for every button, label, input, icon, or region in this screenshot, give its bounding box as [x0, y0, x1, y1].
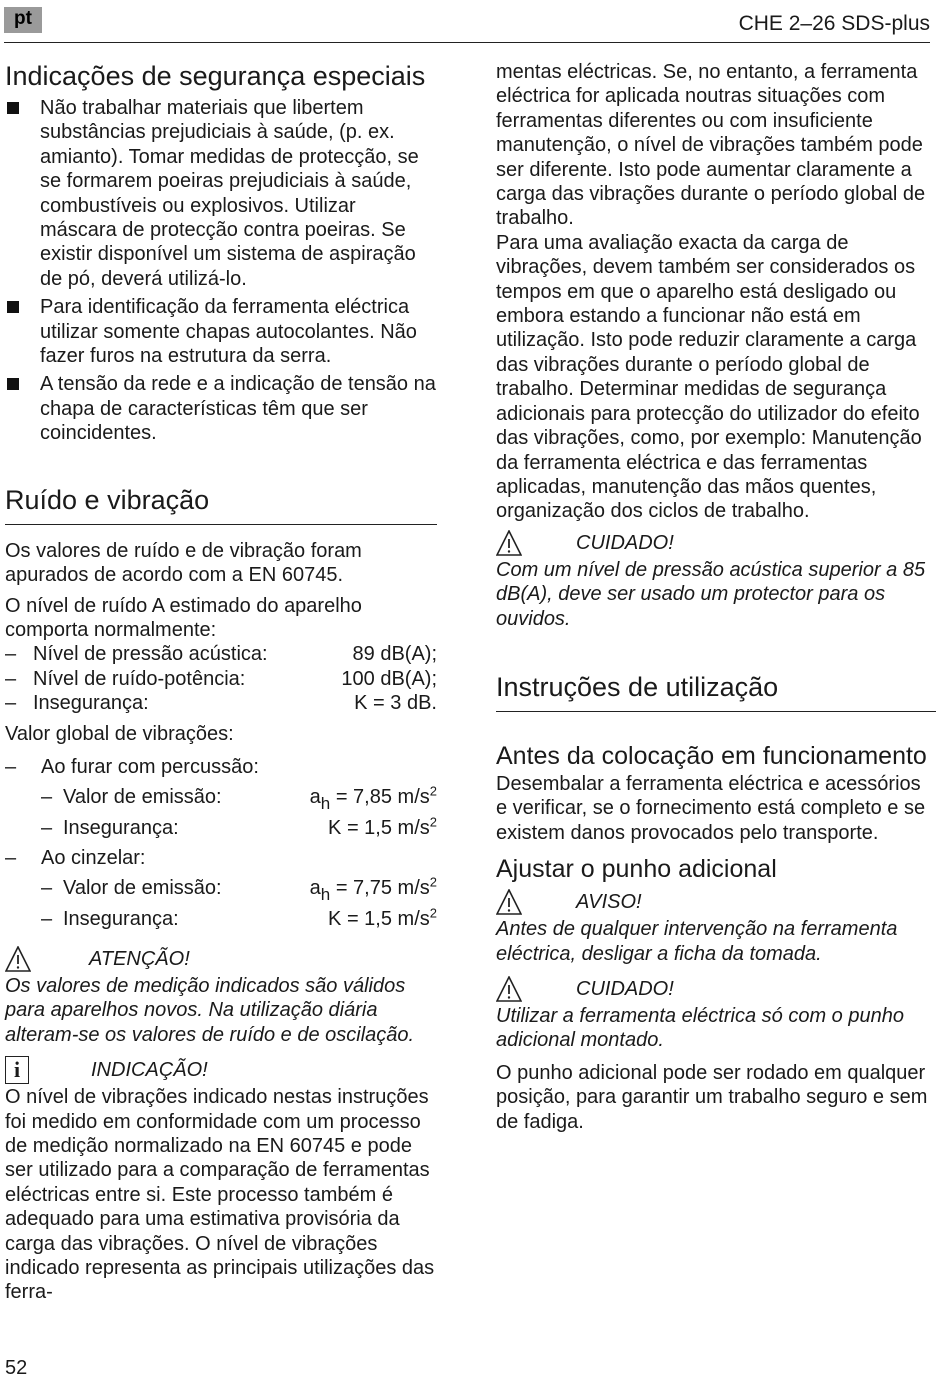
- noise-value: K = 3 dB.: [354, 692, 437, 715]
- emission-label: Valor de emissão:: [63, 785, 222, 808]
- safety-section-title: Indicações de segurança especiais: [5, 61, 426, 91]
- vibration-continued-text: mentas eléctricas. Se, no entanto, a ferramenta eléctrica for aplicada noutras situações com ferramentas diferentes ou com insuficiente manutenção, o nível de vibrações também pode ser diferente. Isto pode aumentar claramente a carga das vibrações durante o período global de trabalho.: [496, 61, 926, 230]
- emission-subscript: h: [320, 884, 331, 904]
- dash: –: [5, 755, 17, 778]
- caution-header: [496, 974, 936, 1004]
- noise-level-intro: O nível de ruído A estimado do aparelho comporta normalmente:: [5, 594, 362, 641]
- bullet-square-icon: [7, 378, 19, 390]
- dash: –: [5, 667, 17, 690]
- list-item: [5, 96, 437, 291]
- noise-label: Insegurança:: [33, 692, 149, 715]
- emission-number: = 7,85 m/s: [330, 785, 430, 808]
- dash: –: [5, 643, 17, 666]
- warning-triangle-icon: [496, 889, 522, 915]
- warning-label: AVISO!: [576, 890, 642, 913]
- vibration-evaluation-text: Para uma avaliação exacta da carga de vibrações, devem também ser considerados os tempos em que o aparelho está desligado ou embora estando a funcionar não está em utilização. Isto pode reduzir claramente a carga das vibrações durante o período global de trabalho. Determinar medidas de segurança adicionais para protecção do utilizador do efeito das vibrações, como, por exemplo: Manutenção da ferramenta eléctrica e das ferramentas aplicadas, manutenção das mãos quentes, organização dos ciclos de trabalho.: [496, 231, 922, 523]
- uncertainty-label: Insegurança:: [63, 816, 179, 839]
- noise-label: Nível de ruído-potência:: [33, 667, 246, 690]
- note-text: O nível de vibrações indicado nestas instruções foi medido em conformidade com um processo de medição normalizado na EN 60745 e pode ser utilizado para a comparação de ferramentas eléctricas entre si. Este processo também é adequado para uma estimativa provisória da carga das vibrações. O nível de vibrações indicado representa as principais utilizações das ferra-: [5, 1086, 435, 1304]
- warning-triangle-icon: [5, 946, 31, 972]
- emission-row: [5, 782, 437, 813]
- vibration-intro: Valor global de vibrações:: [5, 722, 234, 745]
- caution-label: CUIDADO!: [576, 531, 674, 554]
- attention-text: Os valores de medição indicados são válidos para aparelhos novos. Na utilização diária alteram-se os valores de ruído e de oscilação.: [5, 974, 415, 1046]
- noise-label: Nível de pressão acústica:: [33, 643, 268, 666]
- noise-section-title: Ruído e vibração: [5, 484, 437, 525]
- attention-header: [5, 944, 437, 974]
- bullet-text: Não trabalhar materiais que libertem substâncias prejudiciais à saúde, (p. ex. amianto). Tomar medidas de protecção, se se formarem poeiras prejudiciais à saúde, combustíveis ou explosivos. Utilizar máscara de protecção contra poeiras. Se existir disponível um sistema de aspiração de pó, deverá utilizá-lo.: [40, 97, 419, 290]
- page-number: 52: [5, 1357, 28, 1379]
- dash: –: [41, 907, 53, 930]
- header-divider: [4, 42, 930, 43]
- vibration-group-chiselling: [5, 843, 437, 934]
- note-header: [5, 1055, 437, 1085]
- emission-number: = 7,75 m/s: [330, 876, 430, 899]
- emission-value: [310, 782, 437, 813]
- before-use-text: Desembalar a ferramenta eléctrica e acessórios e verificar, se o fornecimento está completo e se existem danos provocados pelo transporte.: [496, 772, 926, 844]
- emission-subscript: h: [320, 793, 331, 813]
- bullet-text: Para identificação da ferramenta eléctrica utilizar somente chapas autocolantes. Não fazer furos na estrutura da serra.: [40, 296, 417, 368]
- dash: –: [41, 785, 53, 808]
- noise-value: 100 dB(A);: [341, 667, 437, 690]
- emission-label: Valor de emissão:: [63, 876, 222, 899]
- warning-text: Antes de qualquer intervenção na ferramenta eléctrica, desligar a ficha da tomada.: [496, 918, 898, 965]
- list-item: [5, 372, 437, 445]
- emission-value: [310, 873, 437, 904]
- dash: –: [41, 876, 53, 899]
- note-label: INDICAÇÃO!: [91, 1058, 208, 1081]
- safety-bullet-list: [5, 96, 437, 446]
- noise-intro: Os valores de ruído e de vibração foram apurados de acordo com a EN 60745.: [5, 539, 362, 587]
- noise-row: [5, 667, 437, 691]
- language-badge: pt: [4, 7, 42, 33]
- bullet-square-icon: [7, 301, 19, 313]
- emission-symbol: a: [309, 876, 321, 899]
- noise-value: 89 dB(A);: [352, 643, 437, 666]
- uncertainty-label: Insegurança:: [63, 907, 179, 930]
- attention-label: ATENÇÃO!: [89, 947, 190, 970]
- emission-superscript: 2: [429, 874, 437, 890]
- noise-values: [5, 642, 437, 715]
- info-icon: i: [5, 1056, 29, 1084]
- uncertainty-number: K = 1,5 m/s: [328, 907, 430, 930]
- list-item: [5, 295, 437, 368]
- warning-triangle-icon: [496, 976, 522, 1002]
- uncertainty-superscript: 2: [429, 905, 437, 921]
- vibration-group-hammer-drilling: [5, 752, 437, 843]
- noise-row: [5, 691, 437, 715]
- dash: –: [5, 846, 17, 869]
- emission-symbol: a: [309, 785, 321, 808]
- uncertainty-row: [5, 904, 437, 934]
- dash: –: [5, 692, 17, 715]
- left-column: [5, 60, 437, 1305]
- warning-header: [496, 887, 936, 917]
- caution-header: [496, 528, 936, 558]
- noise-row: [5, 642, 437, 666]
- caution-text: Utilizar a ferramenta eléctrica só com o punho adicional montado.: [496, 1004, 904, 1052]
- uncertainty-superscript: 2: [429, 814, 437, 830]
- before-use-title: Antes da colocação em funcionamento: [496, 741, 927, 770]
- uncertainty-number: K = 1,5 m/s: [328, 816, 430, 839]
- vibration-group-heading: Ao cinzelar:: [41, 846, 146, 869]
- vibration-group-heading: Ao furar com percussão:: [41, 755, 259, 778]
- uncertainty-row: [5, 813, 437, 843]
- emission-superscript: 2: [429, 783, 437, 799]
- bullet-square-icon: [7, 102, 19, 114]
- uncertainty-value: [328, 904, 437, 934]
- caution-text: Com um nível de pressão acústica superior a 85 dB(A), deve ser usado um protector para os ouvidos.: [496, 558, 926, 630]
- handle-text: O punho adicional pode ser rodado em qualquer posição, para garantir um trabalho seguro e sem de fadiga.: [496, 1061, 928, 1133]
- caution-label: CUIDADO!: [576, 977, 674, 1000]
- right-column: [496, 60, 936, 1134]
- bullet-text: A tensão da rede e a indicação de tensão na chapa de características têm que ser coincidentes.: [40, 373, 436, 445]
- usage-section-title: Instruções de utilização: [496, 671, 936, 712]
- model-name: CHE 2–26 SDS-plus: [738, 12, 930, 35]
- warning-triangle-icon: [496, 530, 522, 556]
- emission-row: [5, 873, 437, 904]
- dash: –: [41, 816, 53, 839]
- uncertainty-value: [328, 813, 437, 843]
- handle-title: Ajustar o punho adicional: [496, 855, 777, 884]
